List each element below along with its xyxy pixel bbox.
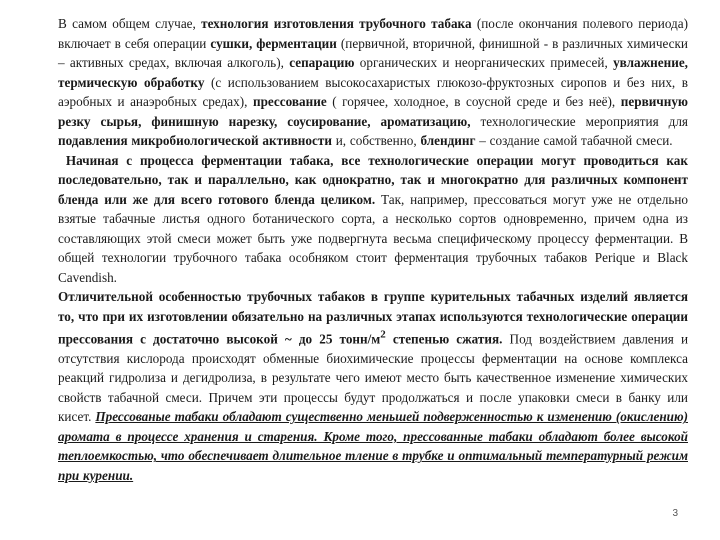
text-run: – создание самой табачной смеси.: [475, 133, 673, 148]
body-text: [58, 14, 688, 485]
bold-run: первичную резку сырья, финишную нарезку, соусирование, ароматизацию,: [58, 94, 688, 129]
text-run: ( горячее, холодное, в соусной среде и без неё),: [326, 94, 621, 109]
text-run: Под воздействием давления и отсутствия кислорода происходят обменные биохимические процессы ферментации на основе комплекса реакций гидролиза и дегидролиза, в результате чего имеют место быть качественное изменение химических свойств табачной смеси. Причем эти процессы будут продолжаться и после упаковки смеси в банку или кисет.: [58, 331, 689, 425]
paragraph-fermentation: [58, 151, 688, 288]
bold-run: сепарацию: [289, 55, 355, 70]
text-run: технологические мероприятия для: [470, 113, 688, 129]
bold-run: сушки, ферментации: [210, 35, 337, 51]
text-run: (первичной, вторичной, финишной - в различных химически – активных средах, включая алкоголь),: [58, 35, 688, 70]
bold-run: прессование: [252, 94, 327, 109]
page-number: 3: [672, 508, 678, 519]
bold-run: увлажнение, термическую обработку: [58, 55, 688, 90]
bold-run: Отличительной особенностью трубочных табаков в группе курительных табачных изделий является то, что при их изготовлении обязательно на различных этапах используются технологические операции прессования с достаточно высокой ~ до 25 тонн/м: [58, 289, 688, 347]
text-run: Так, например, прессоваться могут уже не отдельно взятые табачные листья одного ботанического сорта, а несколько сортов одновременно, причем одна из составляющих этой смеси может быть уже подвергнута весьма специфическому процессу ферментации. В общей технологии трубочного табака особняком стоит ферментация трубочных табаков Perique и Black Cavendish.: [58, 191, 688, 285]
paragraph-technology: [58, 14, 688, 151]
superscript: 2: [380, 329, 386, 341]
bold-italic-underlined-run: Прессованые табаки обладают существенно меньшей подверженностью к изменению (окислению) аромата в процессе хранения и старения. Кроме того, прессованные табаки обладают более высокой теплоемкостью, что обеспечивает длительное тление в трубке и оптимальный температурный режим при курении.: [58, 409, 688, 483]
text-run: и, собственно,: [331, 133, 421, 148]
text-run: (после окончания полевого периода) включает в себя операции: [58, 16, 688, 51]
text-run: В самом общем случае,: [58, 16, 202, 31]
paragraph-pressing: [58, 287, 688, 485]
bold-run: блендинг: [420, 133, 476, 148]
bold-run: степенью сжатия.: [385, 331, 503, 347]
bold-run: подавления микробиологической активности: [58, 133, 332, 148]
text-run: органических и неорганических примесей,: [354, 55, 614, 70]
bold-run: технология изготовления трубочного табака: [201, 16, 472, 31]
bold-run: Начиная с процесса ферментации табака, все технологические операции могут проводиться как последовательно, так и параллельно, как однократно, так и многократно для различных компонент бленда или же для всего готового бленда целиком.: [58, 152, 688, 207]
text-run: (с использованием высокосахаристых глюкозо-фруктозных сиропов и без них, в аэробных и анаэробных средах),: [58, 74, 688, 109]
